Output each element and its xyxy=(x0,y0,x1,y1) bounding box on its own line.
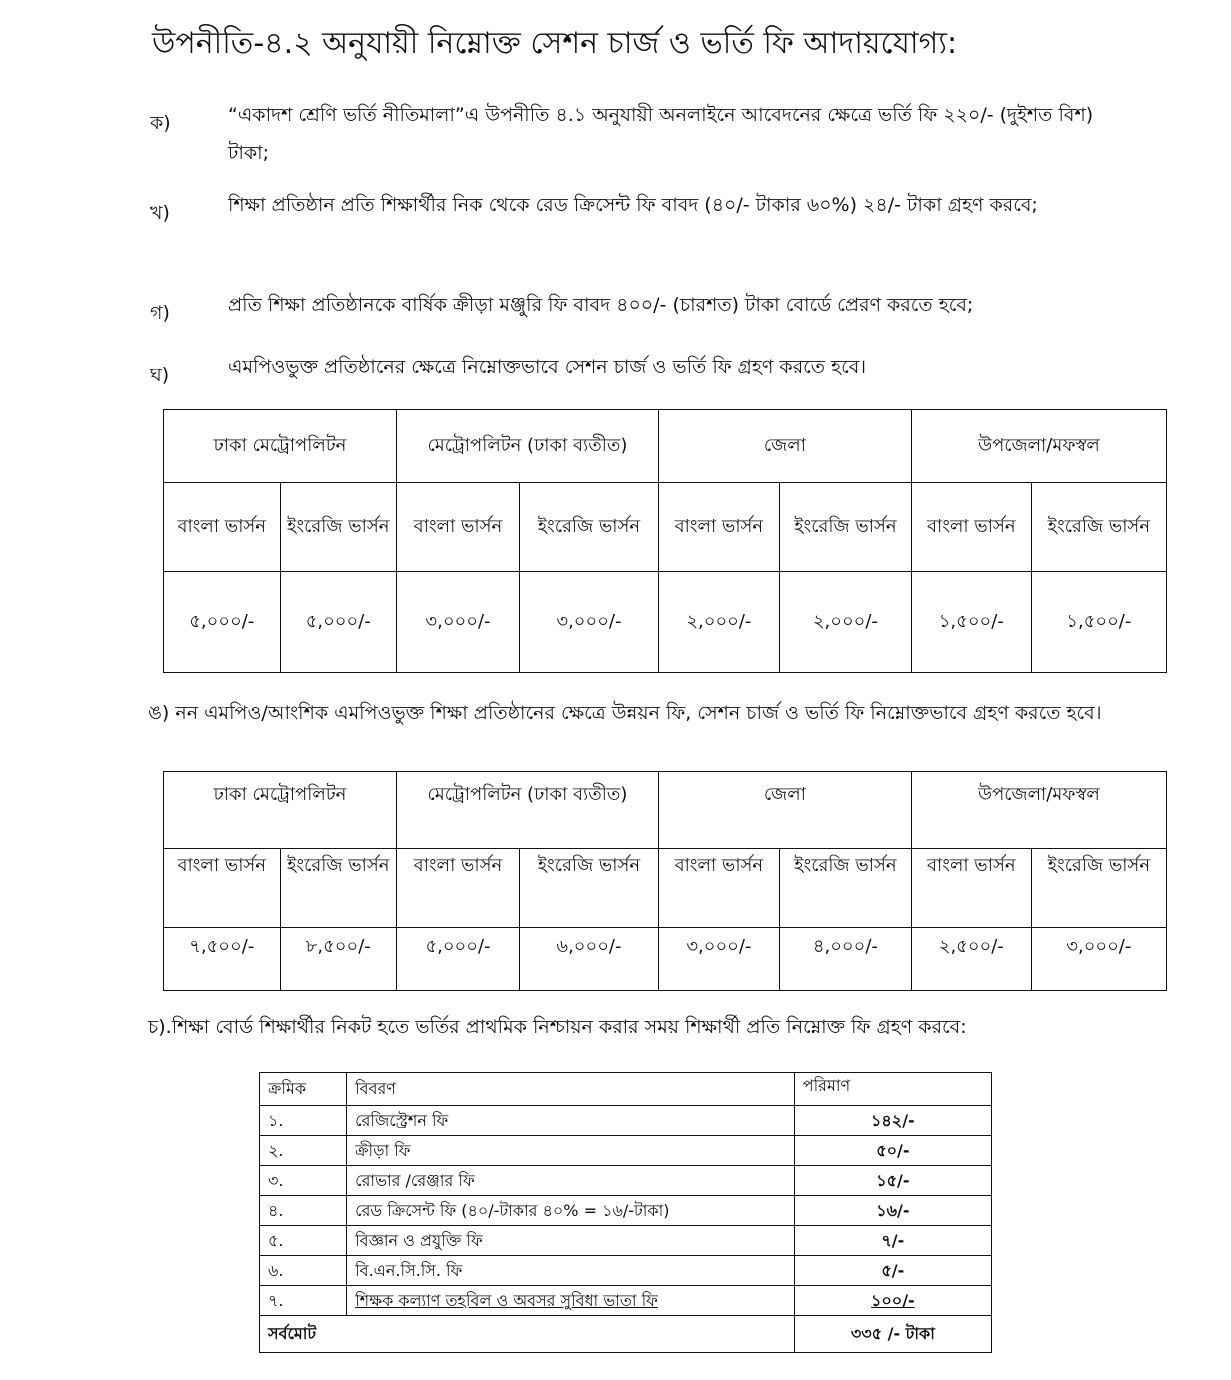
fee-value: ৫,০০০/- xyxy=(164,572,281,673)
clause-ka xyxy=(150,96,1110,172)
clause-text: প্রতি শিক্ষা প্রতিষ্ঠানকে বার্ষিক ক্রীড়া মঞ্জুরি ফি বাবদ ৪০০/- (চারশত) টাকা বোর্ডে প্রেরণ করতে হবে; xyxy=(228,294,974,316)
serial: ৪. xyxy=(260,1196,347,1226)
serial-header: ক্রমিক xyxy=(260,1073,347,1106)
serial: ৭. xyxy=(260,1286,347,1316)
serial: ২. xyxy=(260,1136,347,1166)
version-header: ইংরেজি ভার্সন xyxy=(519,849,658,928)
description-header: বিবরণ xyxy=(347,1073,795,1106)
version-header: বাংলা ভার্সন xyxy=(397,849,520,928)
table-row xyxy=(164,849,1167,928)
fee-value: ৩,০০০/- xyxy=(1031,928,1166,991)
region-header: মেট্রোপলিটন (ঢাকা ব্যতীত) xyxy=(397,410,659,483)
clause-text: এমপিওভুক্ত প্রতিষ্ঠানের ক্ষেত্রে নিম্নোক্তভাবে সেশন চার্জ ও ভর্তি ফি গ্রহণ করতে হবে। xyxy=(228,356,867,378)
description: ক্রীড়া ফি xyxy=(347,1136,795,1166)
region-header: উপজেলা/মফস্বল xyxy=(911,772,1166,849)
region-header: জেলা xyxy=(658,410,911,483)
fee-value: ১,৫০০/- xyxy=(1031,572,1166,673)
version-header: ইংরেজি ভার্সন xyxy=(1031,849,1166,928)
fee-value: ৩,০০০/- xyxy=(658,928,779,991)
fee-value: ২,০০০/- xyxy=(658,572,779,673)
amount-header: পরিমাণ xyxy=(794,1073,991,1106)
fee-value: ২,৫০০/- xyxy=(911,928,1031,991)
region-header: উপজেলা/মফস্বল xyxy=(911,410,1166,483)
table-row xyxy=(260,1256,992,1286)
region-header: জেলা xyxy=(658,772,911,849)
fee-value: ৭,৫০০/- xyxy=(164,928,281,991)
version-header: বাংলা ভার্সন xyxy=(658,483,779,572)
version-header: ইংরেজি ভার্সন xyxy=(779,849,911,928)
clause-ga xyxy=(150,286,1110,324)
board-fee-table xyxy=(259,1072,992,1353)
clause-text: “একাদশ শ্রেণি ভর্তি নীতিমালা”এ উপনীতি ৪.১ অনুযায়ী অনলাইনে আবেদনের ক্ষেত্রে ভর্তি ফি ২২০/- (দুইশত বিশ) টাকা; xyxy=(228,104,1094,164)
version-header: বাংলা ভার্সন xyxy=(911,483,1031,572)
non-mpo-fee-table xyxy=(163,771,1167,991)
version-header: বাংলা ভার্সন xyxy=(658,849,779,928)
version-header: ইংরেজি ভার্সন xyxy=(280,483,397,572)
fee-value: ১,৫০০/- xyxy=(911,572,1031,673)
page-title: উপনীতি-৪.২ অনুযায়ী নিম্নোক্ত সেশন চার্জ ও ভর্তি ফি আদায়যোগ্য: xyxy=(152,26,958,61)
version-header: বাংলা ভার্সন xyxy=(397,483,520,572)
version-header: বাংলা ভার্সন xyxy=(164,849,281,928)
version-header: বাংলা ভার্সন xyxy=(164,483,281,572)
total-row xyxy=(260,1316,992,1353)
fee-value: ৬,০০০/- xyxy=(519,928,658,991)
version-header: ইংরেজি ভার্সন xyxy=(1031,483,1166,572)
clause-nga: ঙ) নন এমপিও/আংশিক এমপিওভুক্ত শিক্ষা প্রতিষ্ঠানের ক্ষেত্রে উন্নয়ন ফি, সেশন চার্জ ও ভর্তি ফি নিম্নোক্তভাবে গ্রহণ করতে হবে। xyxy=(148,702,1102,724)
version-header: ইংরেজি ভার্সন xyxy=(519,483,658,572)
clause-marker: ঘ) xyxy=(150,364,170,386)
fee-value: ৮,৫০০/- xyxy=(280,928,397,991)
fee-value: ৩,০০০/- xyxy=(519,572,658,673)
region-header: ঢাকা মেট্রোপলিটন xyxy=(164,410,397,483)
total-value: ৩৩৫ /- টাকা xyxy=(794,1316,991,1353)
clause-text: শিক্ষা প্রতিষ্ঠান প্রতি শিক্ষার্থীর নিক থেকে রেড ক্রিসেন্ট ফি বাবদ (৪০/- টাকার ৬০%) ২৪/- টাকা গ্রহণ করবে; xyxy=(228,194,1038,216)
table-row xyxy=(260,1226,992,1256)
table-row xyxy=(260,1166,992,1196)
table-row xyxy=(164,483,1167,572)
amount: ১৪২/- xyxy=(794,1106,991,1136)
serial: ৩. xyxy=(260,1166,347,1196)
amount: ৫/- xyxy=(794,1256,991,1286)
table-header-row xyxy=(260,1073,992,1106)
serial: ৫. xyxy=(260,1226,347,1256)
fee-value: ৫,০০০/- xyxy=(397,928,520,991)
table-row xyxy=(260,1106,992,1136)
description: বিজ্ঞান ও প্রযুক্তি ফি xyxy=(347,1226,795,1256)
clause-marker: গ) xyxy=(150,302,170,324)
version-header: বাংলা ভার্সন xyxy=(911,849,1031,928)
region-header: ঢাকা মেট্রোপলিটন xyxy=(164,772,397,849)
amount: ১০০/- xyxy=(794,1286,991,1316)
amount: ৫০/- xyxy=(794,1136,991,1166)
serial: ১. xyxy=(260,1106,347,1136)
fee-value: ৪,০০০/- xyxy=(779,928,911,991)
amount: ৭/- xyxy=(794,1226,991,1256)
table-row xyxy=(260,1196,992,1226)
version-header: ইংরেজি ভার্সন xyxy=(280,849,397,928)
clause-gha xyxy=(150,348,1110,386)
table-row xyxy=(260,1136,992,1166)
table-row xyxy=(164,410,1167,483)
serial: ৬. xyxy=(260,1256,347,1286)
table-row xyxy=(260,1286,992,1316)
fee-value: ৫,০০০/- xyxy=(280,572,397,673)
total-label: সর্বমোট xyxy=(260,1316,795,1353)
mpo-fee-table xyxy=(163,409,1167,673)
clause-marker: ক) xyxy=(150,112,171,134)
description: শিক্ষক কল্যাণ তহবিল ও অবসর সুবিধা ভাতা ফি xyxy=(347,1286,795,1316)
clause-marker: খ) xyxy=(150,202,170,224)
description: রোভার /রেঞ্জার ফি xyxy=(347,1166,795,1196)
table-row xyxy=(164,928,1167,991)
table-row xyxy=(164,772,1167,849)
amount: ১৫/- xyxy=(794,1166,991,1196)
description: রেড ক্রিসেন্ট ফি (৪০/-টাকার ৪০% = ১৬/-টাকা) xyxy=(347,1196,795,1226)
clause-kha xyxy=(150,186,1110,224)
table-row xyxy=(164,572,1167,673)
amount: ১৬/- xyxy=(794,1196,991,1226)
clause-cha: চ).শিক্ষা বোর্ড শিক্ষার্থীর নিকট হতে ভর্তির প্রাথমিক নিশ্চায়ন করার সময় শিক্ষার্থী প্রতি নিম্নোক্ত ফি গ্রহণ করবে: xyxy=(148,1016,967,1038)
fee-value: ২,০০০/- xyxy=(779,572,911,673)
description: রেজিস্ট্রেশন ফি xyxy=(347,1106,795,1136)
version-header: ইংরেজি ভার্সন xyxy=(779,483,911,572)
fee-value: ৩,০০০/- xyxy=(397,572,520,673)
region-header: মেট্রোপলিটন (ঢাকা ব্যতীত) xyxy=(397,772,659,849)
description: বি.এন.সি.সি. ফি xyxy=(347,1256,795,1286)
